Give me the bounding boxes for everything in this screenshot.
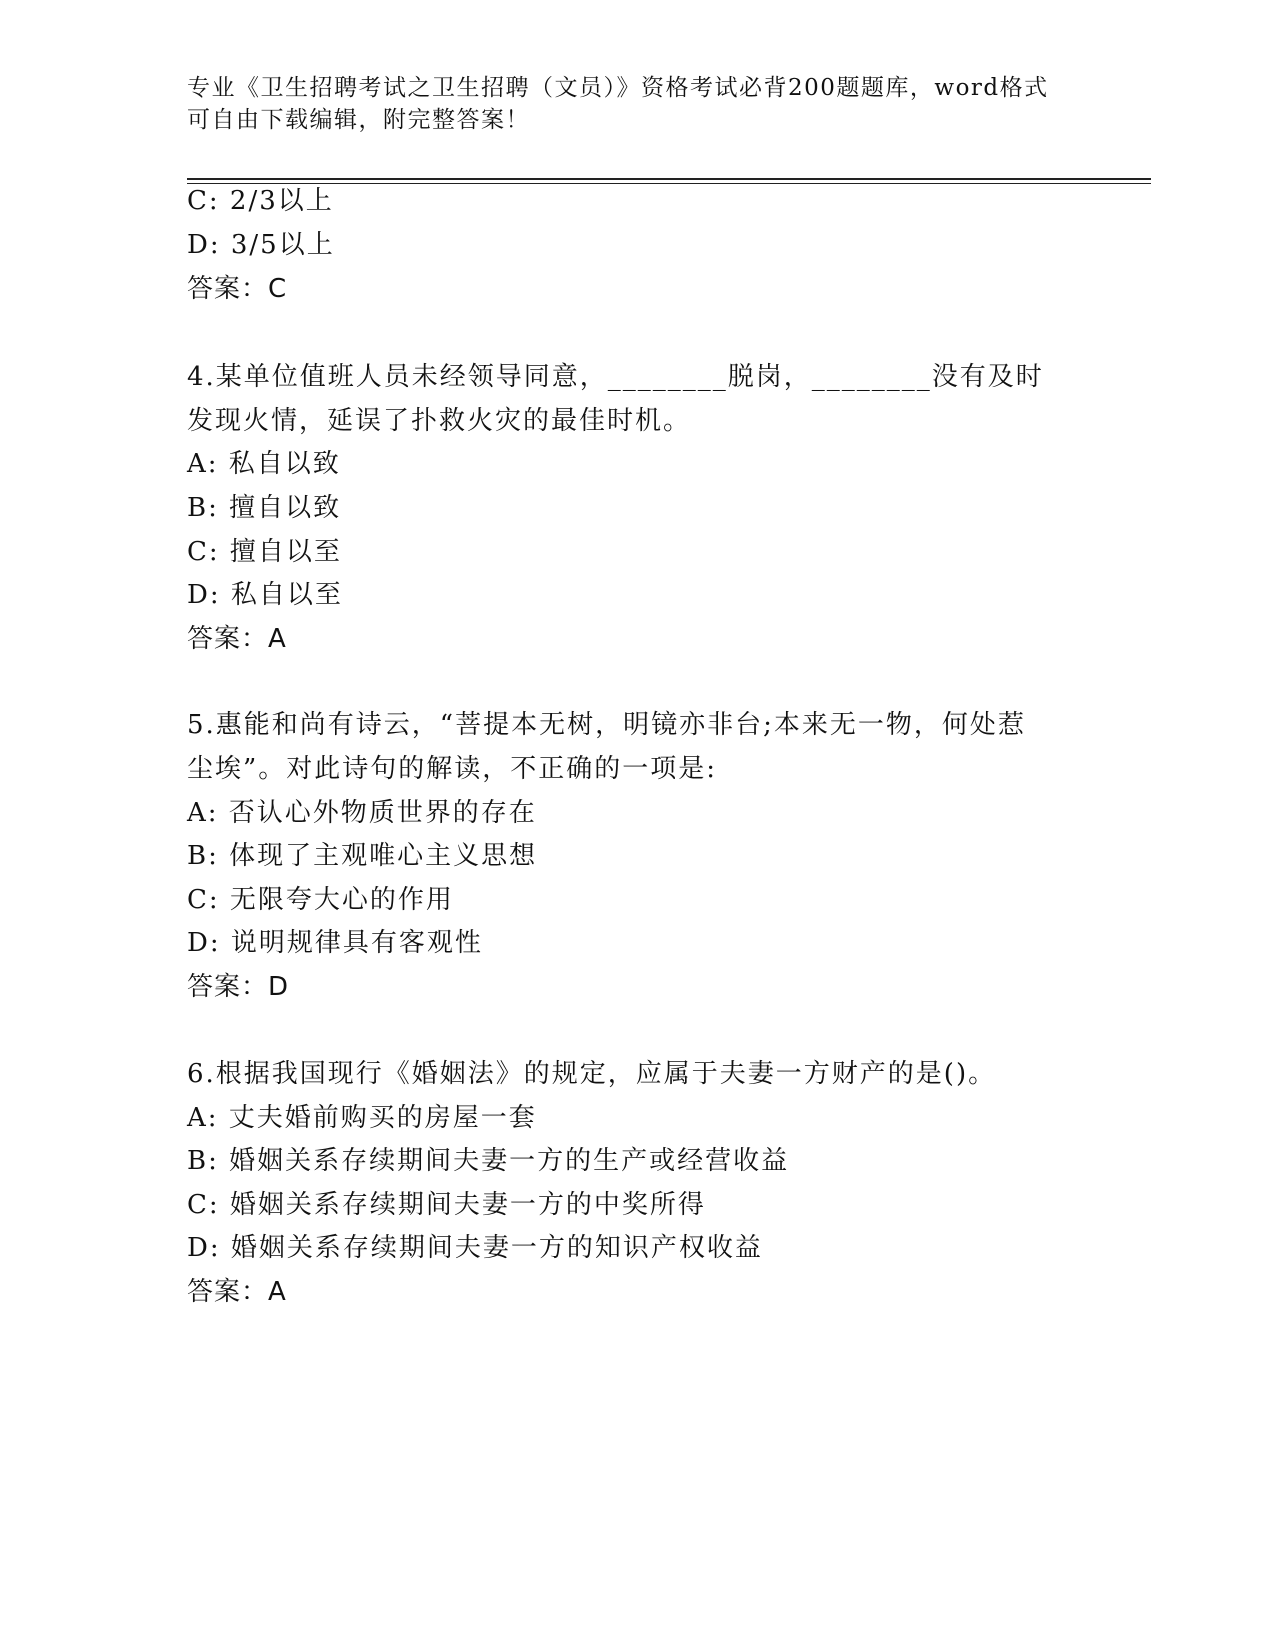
q3-option-c: C: 2/3以上 [187,186,334,216]
q6-option-a: A: 丈夫婚前购买的房屋一套 [187,1103,537,1133]
q5-option-c: C: 无限夸大心的作用 [187,885,454,915]
header-title-line-2: 可自由下载编辑，附完整答案！ [187,107,530,133]
q5-stem-line-2: 尘埃”。对此诗句的解读，不正确的一项是: [187,754,718,784]
q5-answer: 答案：D [187,972,290,1002]
q6-stem-line-1: 6.根据我国现行《婚姻法》的规定，应属于夫妻一方财产的是()。 [187,1059,997,1089]
q5-option-b: B: 体现了主观唯心主义思想 [187,841,538,871]
q5-stem-line-1: 5.惠能和尚有诗云，“菩提本无树，明镜亦非台;本来无一物，何处惹 [187,710,1026,740]
q4-option-b: B: 擅自以致 [187,493,342,523]
q4-answer: 答案：A [187,624,287,654]
q3-option-d: D: 3/5以上 [187,230,335,260]
q4-option-c: C: 擅自以至 [187,537,342,567]
q4-stem-line-1: 4.某单位值班人员未经领导同意，________脱岗，________没有及时 [187,362,1044,392]
q6-answer: 答案：A [187,1277,287,1307]
q4-option-d: D: 私自以至 [187,580,343,610]
q4-option-a: A: 私自以致 [187,449,341,479]
q5-option-a: A: 否认心外物质世界的存在 [187,798,537,828]
header-title-line-1: 专业《卫生招聘考试之卫生招聘（文员）》资格考试必背200题题库，word格式 [187,75,1049,101]
q6-option-c: C: 婚姻关系存续期间夫妻一方的中奖所得 [187,1190,706,1220]
q5-option-d: D: 说明规律具有客观性 [187,928,483,958]
document-header [187,72,1087,136]
q3-answer: 答案：C [187,274,288,304]
q6-option-d: D: 婚姻关系存续期间夫妻一方的知识产权收益 [187,1233,763,1263]
q6-option-b: B: 婚姻关系存续期间夫妻一方的生产或经营收益 [187,1146,790,1176]
q4-stem-line-2: 发现火情，延误了扑救火灾的最佳时机。 [187,406,692,436]
